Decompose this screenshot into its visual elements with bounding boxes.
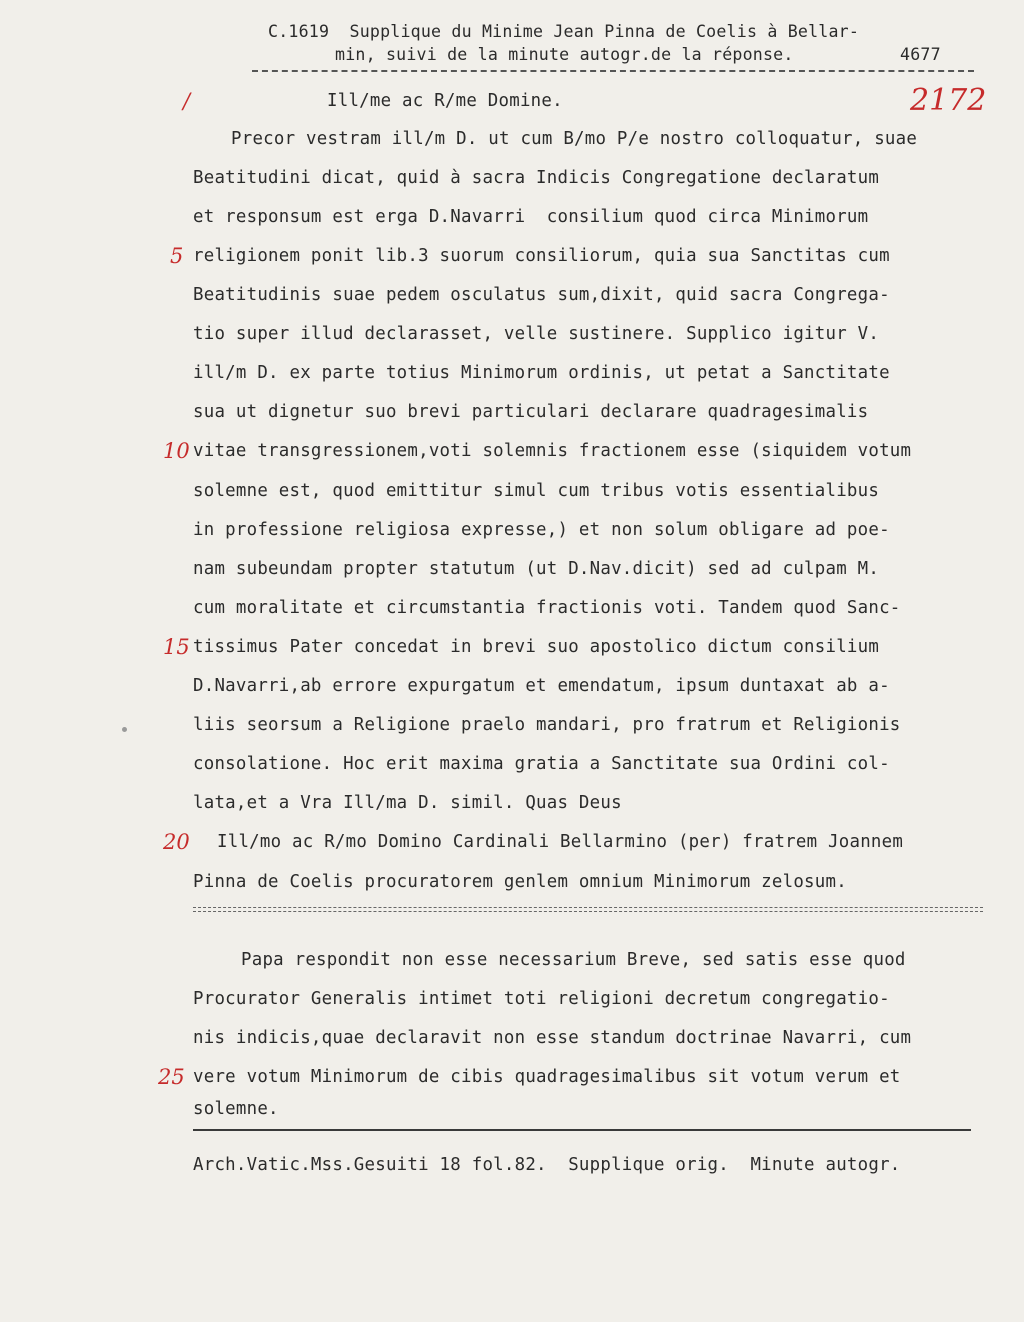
body-line: Pinna de Coelis procuratorem genlem omnium Minimorum zelosum. [193, 872, 847, 892]
margin-speck [122, 727, 127, 732]
margin-number: 10 [163, 439, 190, 463]
margin-number: / [183, 89, 191, 113]
body-line: in professione religiosa expresse,) et non solum obligare ad poe- [193, 520, 890, 540]
source-citation: Arch.Vatic.Mss.Gesuiti 18 fol.82. Supplique orig. Minute autogr. [193, 1155, 901, 1175]
body-line: Beatitudini dicat, quid à sacra Indicis Congregatione declaratum [193, 168, 880, 188]
body-line: tio super illud declarasset, velle sustinere. Supplico igitur V. [193, 324, 880, 344]
body-line: liis seorsum a Religione praelo mandari, pro fratrum et Religionis [193, 715, 901, 735]
reply-line: Procurator Generalis intimet toti religioni decretum congregatio- [193, 989, 890, 1009]
margin-number: 25 [158, 1065, 185, 1089]
body-line: Ill/mo ac R/mo Domino Cardinali Bellarmino (per) fratrem Joannem [217, 832, 904, 852]
body-line: lata,et a Vra Ill/ma D. simil. Quas Deus [193, 793, 622, 813]
body-line: religionem ponit lib.3 suorum consiliorum, quia sua Sanctitas cum [193, 246, 890, 266]
body-line: solemne est, quod emittitur simul cum tribus votis essentialibus [193, 481, 880, 501]
header-line-2: min, suivi de la minute autogr.de la réponse. [335, 45, 794, 64]
document-number: 4677 [900, 45, 941, 64]
bottom-rule [193, 1129, 971, 1131]
body-line: Beatitudinis suae pedem osculatus sum,dixit, quid sacra Congrega- [193, 285, 890, 305]
folio-number: 2172 [910, 83, 987, 118]
reply-line: nis indicis,quae declaravit non esse standum doctrinae Navarri, cum [193, 1028, 912, 1048]
header-separator [252, 70, 974, 72]
margin-number: 5 [170, 244, 184, 268]
body-line: ill/m D. ex parte totius Minimorum ordinis, ut petat a Sanctitate [193, 363, 890, 383]
body-line: tissimus Pater concedat in brevi suo apostolico dictum consilium [193, 637, 880, 657]
body-line: nam subeundam propter statutum (ut D.Nav.dicit) sed ad culpam M. [193, 559, 880, 579]
body-line: vitae transgressionem,voti solemnis fractionem esse (siquidem votum [193, 441, 912, 461]
margin-number: 15 [163, 635, 190, 659]
header-line-1: C.1619 Supplique du Minime Jean Pinna de Coelis à Bellar- [268, 22, 860, 41]
body-line: consolatione. Hoc erit maxima gratia a Sanctitate sua Ordini col- [193, 754, 890, 774]
body-line: cum moralitate et circumstantia fractionis voti. Tandem quod Sanc- [193, 598, 901, 618]
section-separator [193, 907, 983, 912]
body-line: et responsum est erga D.Navarri consilium quod circa Minimorum [193, 207, 869, 227]
margin-number: 20 [163, 830, 190, 854]
reply-line: Papa respondit non esse necessarium Breve, sed satis esse quod [241, 950, 906, 970]
salutation: Ill/me ac R/me Domine. [327, 91, 563, 111]
reply-line: vere votum Minimorum de cibis quadragesimalibus sit votum verum et [193, 1067, 901, 1087]
body-line: D.Navarri,ab errore expurgatum et emendatum, ipsum duntaxat ab a- [193, 676, 890, 696]
body-line: sua ut dignetur suo brevi particulari declarare quadragesimalis [193, 402, 869, 422]
body-line: Precor vestram ill/m D. ut cum B/mo P/e nostro colloquatur, suae [231, 129, 918, 149]
reply-line: solemne. [193, 1099, 279, 1119]
